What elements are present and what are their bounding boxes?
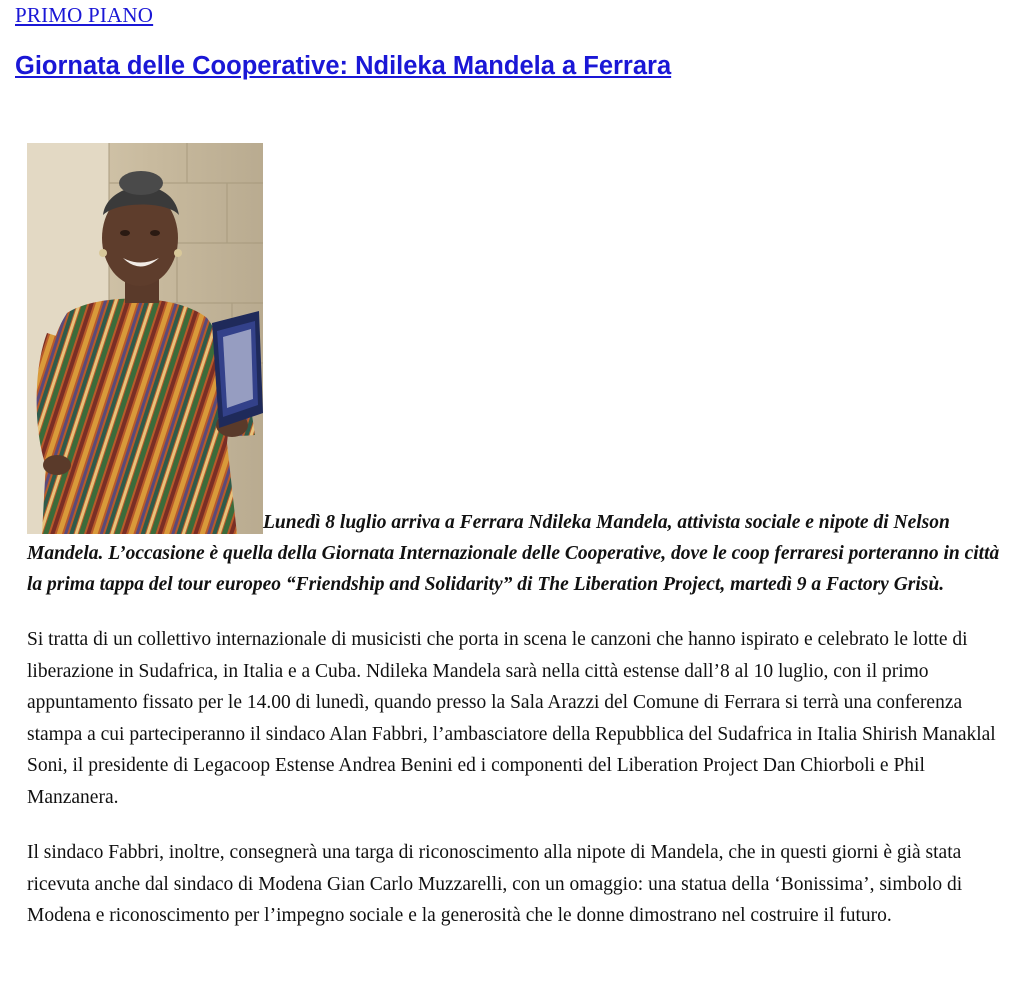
portrait-photo [27,143,263,534]
article-headline[interactable]: Giornata delle Cooperative: Ndileka Mandela a Ferrara [15,52,672,80]
article-lead-text: Lunedì 8 luglio arriva a Ferrara Ndileka Mandela, attivista sociale e nipote di Nelson Mandela. L’occasione è quella della Giornata Internazionale delle Cooperative, dove le coop ferraresi porteranno in città la prima tappa del tour europeo “Friendship and Solidarity” di The Liberation Project, martedì 9 a Factory Grisù. [27,512,1000,595]
article-paragraph: Il sindaco Fabbri, inoltre, consegnerà una targa di riconoscimento alla nipote di Mandela, che in questi giorni è già stata ricevuta anche dal sindaco di Modena Gian Carlo Muzzarelli, con un omaggio: una statua della ‘Bonissima’, simbolo di Modena e riconoscimento per l’impegno sociale e la generosità che le donne dimostrano nel costruire il futuro. [27,842,963,926]
category-link[interactable]: PRIMO PIANO [15,3,154,27]
article-paragraph: Si tratta di un collettivo internazionale di musicisti che porta in scena le canzoni che hanno ispirato e celebrato le lotte di liberazione in Sudafrica, in Italia e a Cuba. Ndileka Mandela sarà nella città estense dall’8 al 10 luglio, con il primo appuntamento fissato per le 14.00 di lunedì, quando presso la Sala Arazzi del Comune di Ferrara si terrà una conferenza stampa a cui parteciperanno il sindaco Alan Fabbri, l’ambasciatore della Repubblica del Sudafrica in Italia Shirish Manaklal Soni, il presidente di Legacoop Estense Andrea Benini ed i componenti del Liberation Project Dan Chiorboli e Phil Manzanera. [27,629,996,808]
article-lead [27,143,1002,600]
article-body [27,143,1002,932]
